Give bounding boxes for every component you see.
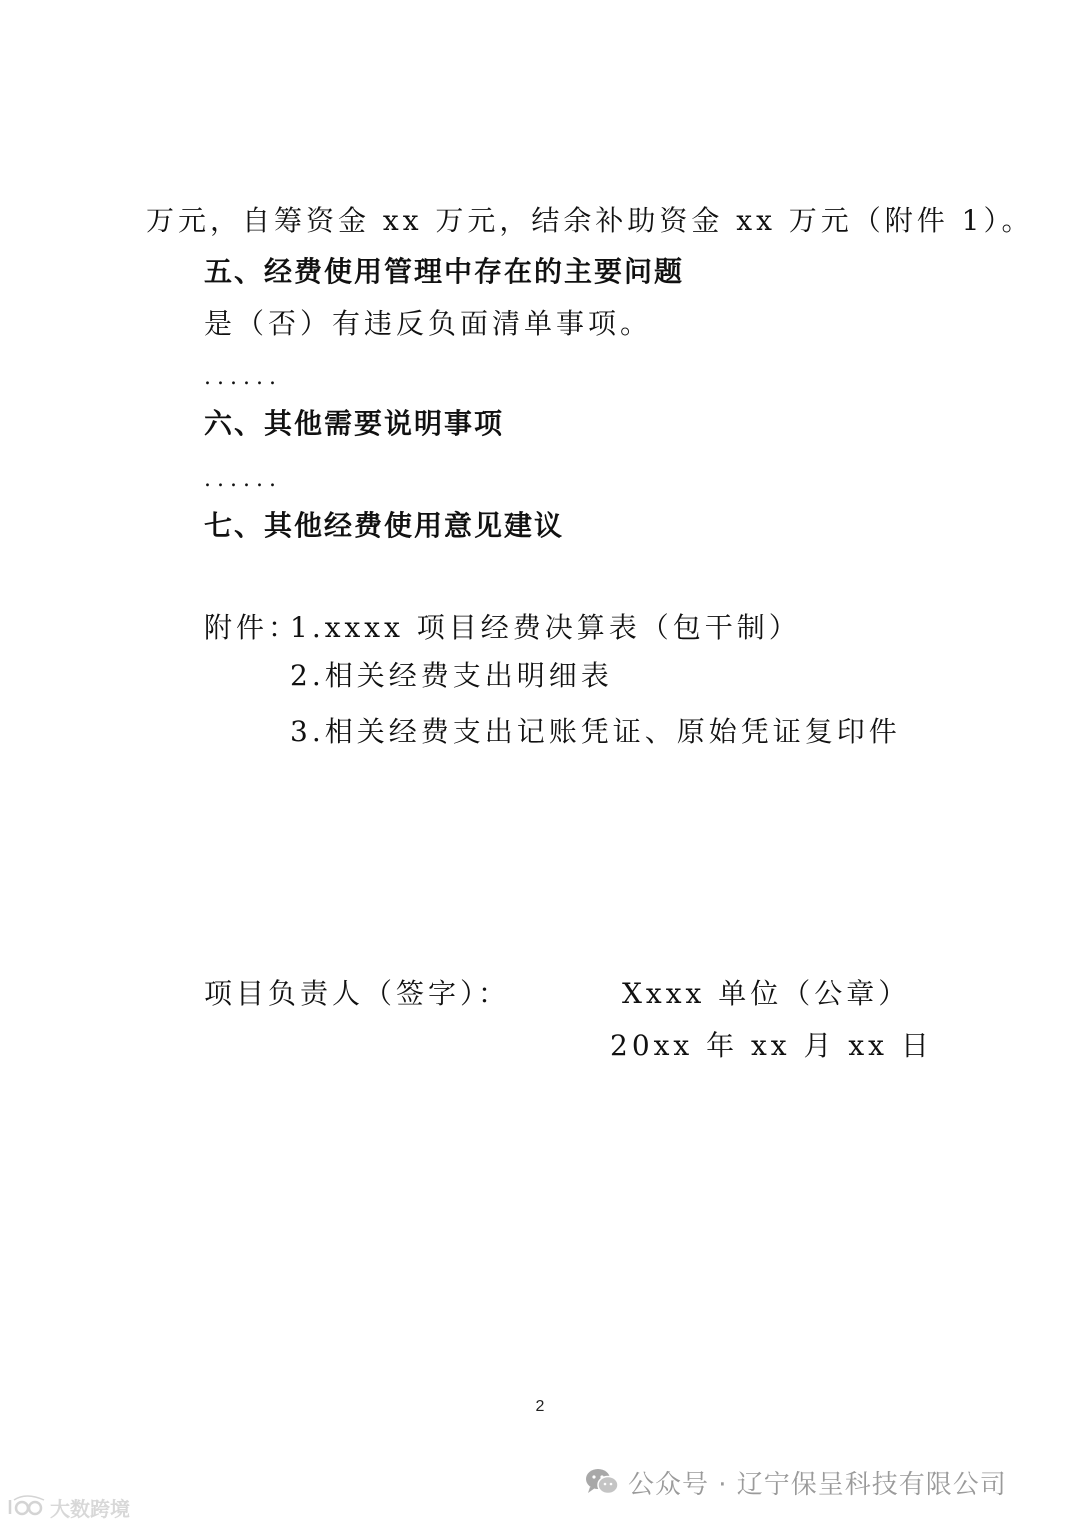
section7-heading: 七、其他经费使用意见建议 <box>204 509 565 542</box>
attachment-item: 1.xxxx 项目经费决算表（包干制） <box>290 611 801 644</box>
source-watermark-text: 大数跨境 <box>50 1496 130 1521</box>
attachments-label: 附件： <box>204 611 301 644</box>
section5-heading: 五、经费使用管理中存在的主要问题 <box>204 255 685 288</box>
attachment-item: 3.相关经费支出记账凭证、原始凭证复印件 <box>290 715 901 748</box>
section6-heading: 六、其他需要说明事项 <box>204 407 505 440</box>
source-watermark <box>6 1490 130 1524</box>
section5-text: 是（否）有违反负面清单事项。 <box>204 307 653 340</box>
wechat-icon <box>584 1467 620 1497</box>
account-watermark-text: 公众号 · 辽宁保呈科技有限公司 <box>628 1469 1007 1500</box>
signature-date: 20xx 年 xx 月 xx 日 <box>610 1029 933 1062</box>
attachment-item: 2.相关经费支出明细表 <box>290 659 613 692</box>
loop-logo-icon <box>6 1494 48 1520</box>
section6-ellipsis: ...... <box>204 467 282 492</box>
signature-person-label: 项目负责人（签字）： <box>204 977 511 1010</box>
signature-unit-label: Xxxx 单位（公章） <box>622 977 911 1010</box>
account-watermark <box>584 1460 1007 1504</box>
section5-ellipsis: ...... <box>204 365 282 390</box>
page-number: 2 <box>535 1398 545 1415</box>
continuation-line: 万元，自筹资金 xx 万元，结余补助资金 xx 万元（附件 1）。 <box>146 204 1034 237</box>
